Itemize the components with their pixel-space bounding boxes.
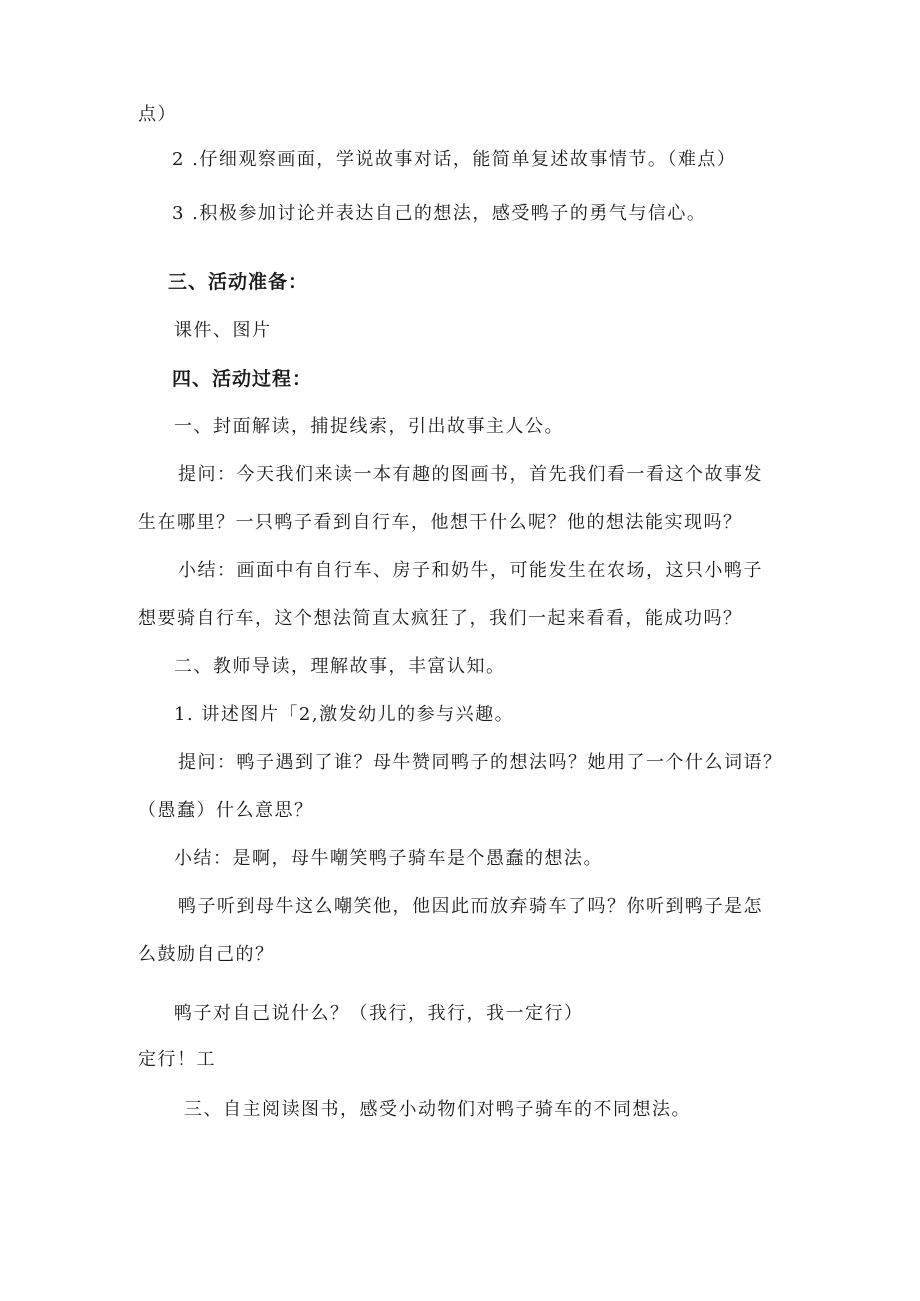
section-heading-preparation: 三、活动准备： <box>168 271 309 293</box>
paragraph-line: 小结：是啊，母牛嘲笑鸭子骑车是个愚蠢的想法。 <box>174 848 603 869</box>
paragraph-line: 定行！工 <box>138 1049 216 1070</box>
objective-2: 2 .仔细观察画面，学说故事对话，能简单复述故事情节。（难点） <box>172 149 737 170</box>
objective-3: 3 .积极参加讨论并表达自己的想法，感受鸭子的勇气与信心。 <box>172 203 707 224</box>
paragraph-line: 生在哪里？一只鸭子看到自行车，他想干什么呢？他的想法能实现吗？ <box>138 512 743 533</box>
paragraph-line: 小结：画面中有自行车、房子和奶牛，可能发生在农场，这只小鸭子 <box>178 560 763 581</box>
step-3-heading: 三、自主阅读图书，感受小动物们对鸭子骑车的不同想法。 <box>184 1099 691 1120</box>
paragraph-line: 想要骑自行车，这个想法简直太疯狂了，我们一起来看看，能成功吗？ <box>138 608 743 629</box>
preparation-materials: 课件、图片 <box>174 320 272 341</box>
paragraph-line: 1. 讲述图片「2,激发幼儿的参与兴趣。 <box>174 704 515 725</box>
step-1-heading: 一、封面解读，捕捉线索，引出故事主人公。 <box>174 416 564 437</box>
paragraph-line: 鸭子对自己说什么？（我行，我行，我一定行） <box>174 1003 584 1024</box>
step-2-heading: 二、教师导读，理解故事，丰富认知。 <box>174 656 506 677</box>
paragraph-line: 提问：鸭子遇到了谁？母牛赞同鸭子的想法吗？她用了一个什么词语？ <box>178 752 783 773</box>
text-line-continuation: 点） <box>138 104 177 125</box>
paragraph-line: 么鼓励自己的？ <box>138 944 275 965</box>
section-heading-process: 四、活动过程： <box>172 368 313 390</box>
paragraph-line: （愚蠢）什么意思？ <box>138 800 314 821</box>
paragraph-line: 提问：今天我们来读一本有趣的图画书，首先我们看一看这个故事发 <box>178 464 763 485</box>
paragraph-line: 鸭子听到母牛这么嘲笑他，他因此而放弃骑车了吗？你听到鸭子是怎 <box>178 896 763 917</box>
